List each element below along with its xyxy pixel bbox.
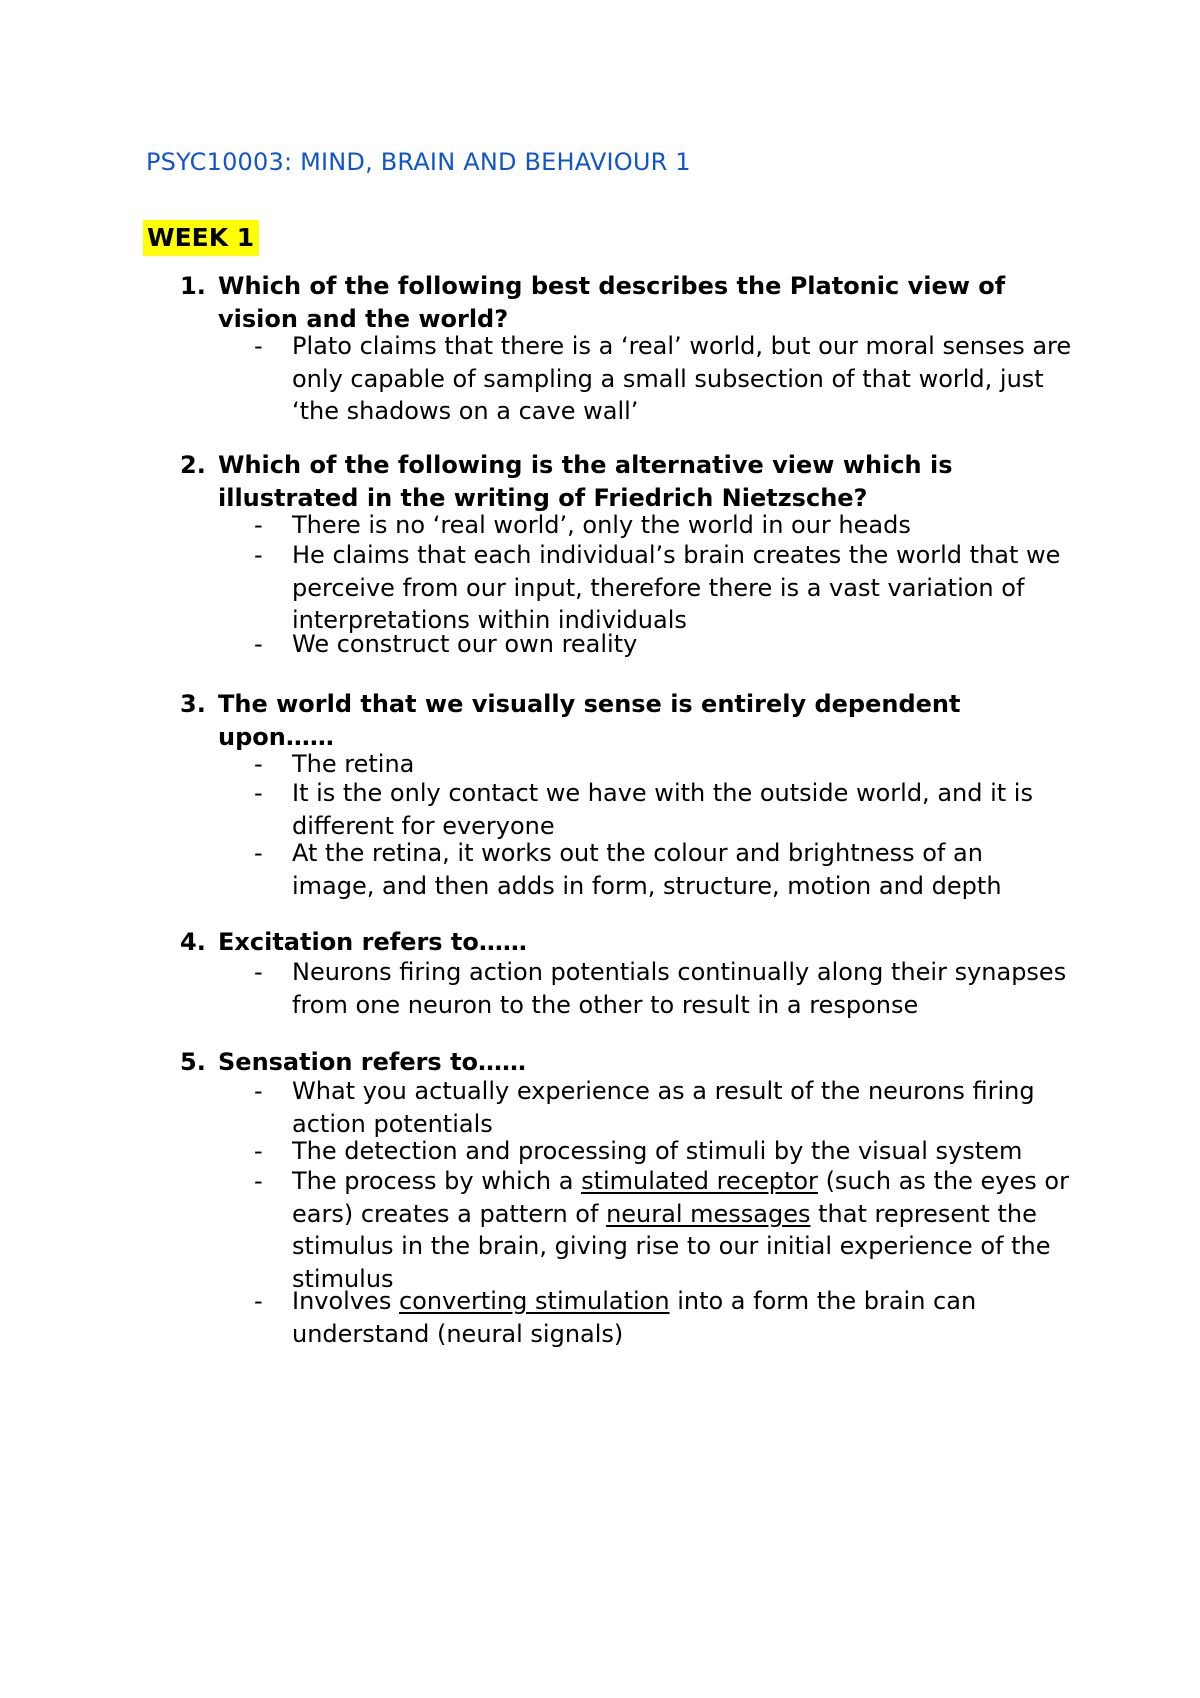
bullet-dash: - [254, 1077, 263, 1105]
answer-text-segment: that represent the stimulus in the brain, giving rise to our initial experience of the stimulus [292, 1199, 1051, 1293]
underlined-term: converting stimulation [398, 1287, 670, 1315]
question-number: 4. [180, 928, 206, 956]
question-text: Excitation refers to…… [218, 928, 527, 956]
underlined-term: stimulated receptor [581, 1167, 818, 1195]
answer-text-segment: into a form the brain can understand (neural signals) [292, 1287, 977, 1348]
bullet-dash: - [254, 958, 263, 986]
answer-text: He claims that each individual’s brain creates the world that we perceive from our input, therefore there is a vast variation of interpretations within individuals [292, 541, 1061, 634]
answer-text [292, 1285, 1072, 1350]
answer-text [292, 1165, 1072, 1295]
question-number: 2. [180, 451, 206, 479]
bullet-dash: - [254, 1137, 263, 1165]
bullet-dash: - [254, 630, 263, 658]
answer-text-segment: The process by which a [292, 1167, 582, 1195]
bullet-dash: - [254, 1287, 263, 1315]
question-text: Which of the following best describes the Platonic view of vision and the world? [218, 272, 1006, 333]
answer-text: Neurons firing action potentials continually along their synapses from one neuron to the other to result in a response [292, 958, 1067, 1019]
bullet-dash: - [254, 332, 263, 360]
bullet-dash: - [254, 541, 263, 569]
answer-text-segment: (such as the eyes or ears) creates a pattern of [292, 1167, 1069, 1228]
answer-text: We construct our own reality [292, 630, 638, 658]
answer-text: What you actually experience as a result of the neurons firing action potentials [292, 1077, 1035, 1138]
answer-text: At the retina, it works out the colour and brightness of an image, and then adds in form, structure, motion and depth [292, 839, 1002, 900]
question-text: The world that we visually sense is entirely dependent upon…… [218, 690, 961, 751]
bullet-dash: - [254, 750, 263, 778]
question-text: Sensation refers to…… [218, 1048, 527, 1076]
document-title: PSYC10003: MIND, BRAIN AND BEHAVIOUR 1 [146, 148, 691, 176]
answer-text: The detection and processing of stimuli by the visual system [292, 1137, 1023, 1165]
answer-text: The retina [292, 750, 415, 778]
question-text: Which of the following is the alternative view which is illustrated in the writing of Friedrich Nietzsche? [218, 451, 953, 512]
bullet-dash: - [254, 1167, 263, 1195]
answer-text-segment: Involves [292, 1287, 399, 1315]
answer-text: Plato claims that there is a ‘real’ world, but our moral senses are only capable of sampling a small subsection of that world, just ‘the shadows on a cave wall’ [292, 332, 1072, 425]
question-number: 5. [180, 1048, 206, 1076]
underlined-term: neural messages [606, 1199, 811, 1228]
answer-text: It is the only contact we have with the outside world, and it is different for everyone [292, 779, 1033, 840]
question-number: 1. [180, 272, 206, 300]
bullet-dash: - [254, 779, 263, 807]
question-number: 3. [180, 690, 206, 718]
bullet-dash: - [254, 839, 263, 867]
week-heading: WEEK 1 [143, 220, 259, 256]
answer-text: There is no ‘real world’, only the world in our heads [292, 511, 911, 539]
bullet-dash: - [254, 511, 263, 539]
